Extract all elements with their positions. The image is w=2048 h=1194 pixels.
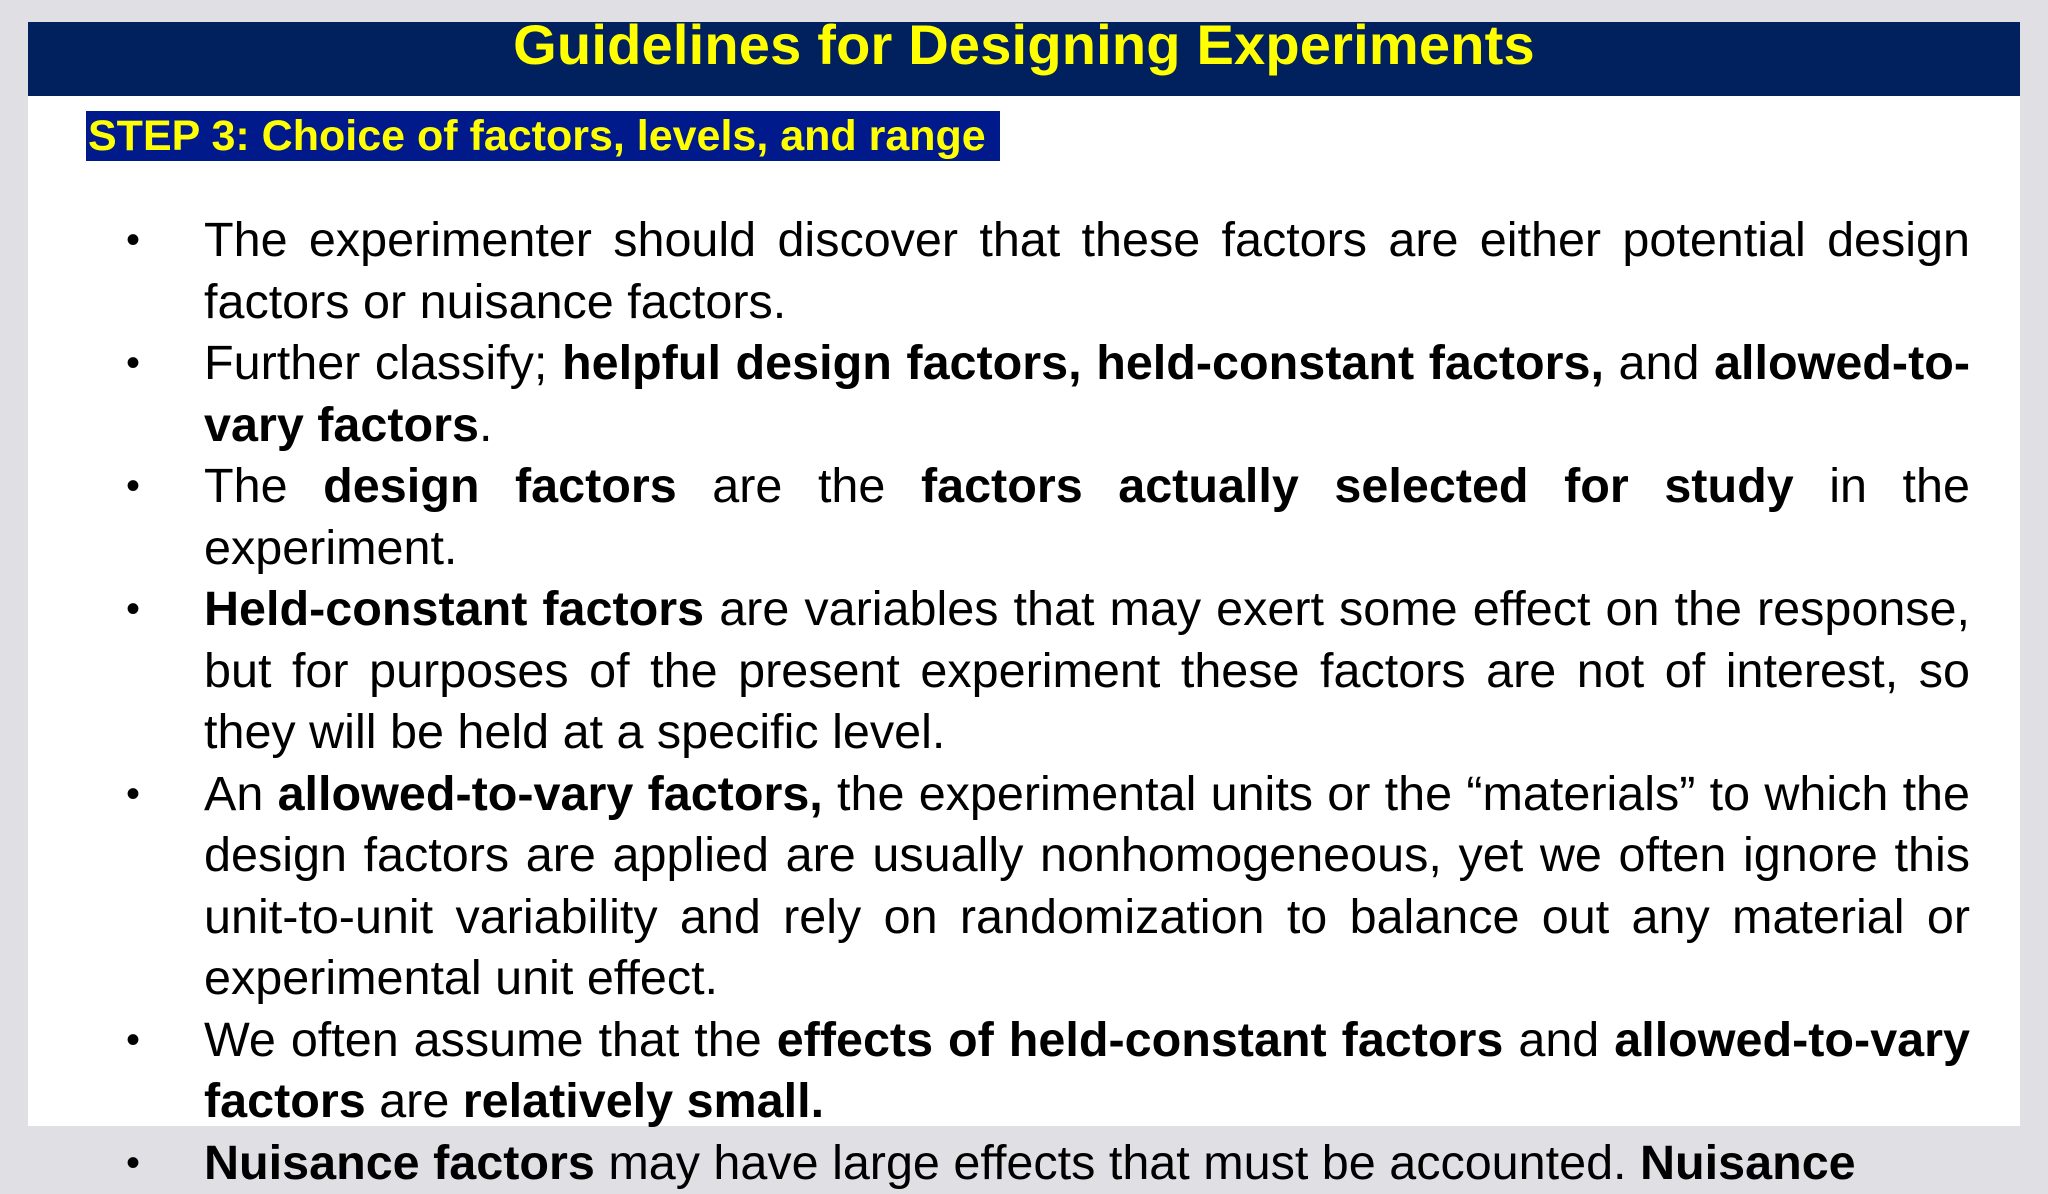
slide bbox=[28, 22, 2020, 1126]
bullet-text: . bbox=[479, 398, 492, 452]
bullet-emphasis: allowed-to-vary factors bbox=[204, 1013, 1970, 1129]
bullet-emphasis: Held-constant factors bbox=[204, 582, 704, 636]
bullet-text: are bbox=[366, 1074, 463, 1128]
bullet-icon: • bbox=[126, 333, 140, 395]
bullet-emphasis: Nuisance bbox=[1640, 1136, 1856, 1190]
bullet-emphasis: factors actually selected for study bbox=[921, 459, 1794, 513]
bullet-text: are the bbox=[677, 459, 921, 513]
bullet-icon: • bbox=[126, 764, 140, 826]
bullet-text: and bbox=[1604, 336, 1714, 390]
bullet-item bbox=[126, 764, 1970, 1010]
bullet-text: the experimental units or the “materials” to which the design factors are applied are usually nonhomogeneous, yet we often ignore this unit-to-unit variability and rely on randomization to balance out any material or experimental unit effect. bbox=[204, 767, 1970, 1006]
bullet-emphasis: helpful design factors, held-constant factors, bbox=[562, 336, 1604, 390]
bullet-text: The experimenter should discover that these factors are either potential design factors or nuisance factors. bbox=[204, 213, 1970, 329]
bullet-text: We often assume that the bbox=[204, 1013, 777, 1067]
bullet-emphasis: design factors bbox=[323, 459, 677, 513]
bullet-emphasis: relatively small. bbox=[463, 1074, 824, 1128]
bullet-emphasis: Nuisance factors bbox=[204, 1136, 595, 1190]
bullet-icon: • bbox=[126, 579, 140, 641]
bullet-icon: • bbox=[126, 210, 140, 272]
bullet-icon: • bbox=[126, 456, 140, 518]
bullet-item bbox=[126, 579, 1970, 764]
bullet-text: Further classify; bbox=[204, 336, 562, 390]
bullet-item bbox=[126, 333, 1970, 456]
bullet-text: The bbox=[204, 459, 323, 513]
bullet-item bbox=[126, 210, 1970, 333]
bullet-emphasis: effects of held-constant factors bbox=[777, 1013, 1504, 1067]
bullet-item bbox=[126, 1010, 1970, 1133]
bullet-icon: • bbox=[126, 1010, 140, 1072]
bullet-text: An bbox=[204, 767, 278, 821]
bullet-item bbox=[126, 1133, 1970, 1194]
bullet-icon: • bbox=[126, 1133, 140, 1194]
bullet-text: may have large effects that must be accounted. bbox=[595, 1136, 1640, 1190]
bullet-list bbox=[126, 210, 1970, 1194]
bullet-emphasis: allowed-to-vary factors, bbox=[278, 767, 823, 821]
bullet-text: in the experiment. bbox=[204, 459, 1970, 575]
bullet-emphasis: allowed-to-vary factors bbox=[204, 336, 1970, 452]
slide-title: Guidelines for Designing Experiments bbox=[28, 22, 2020, 96]
step-heading: STEP 3: Choice of factors, levels, and range bbox=[86, 111, 1000, 161]
bullet-text: are variables that may exert some effect on the response, but for purposes of the present experiment these factors are not of interest, so they will be held at a specific level. bbox=[204, 582, 1970, 759]
bullet-text: and bbox=[1503, 1013, 1614, 1067]
bullet-item bbox=[126, 456, 1970, 579]
